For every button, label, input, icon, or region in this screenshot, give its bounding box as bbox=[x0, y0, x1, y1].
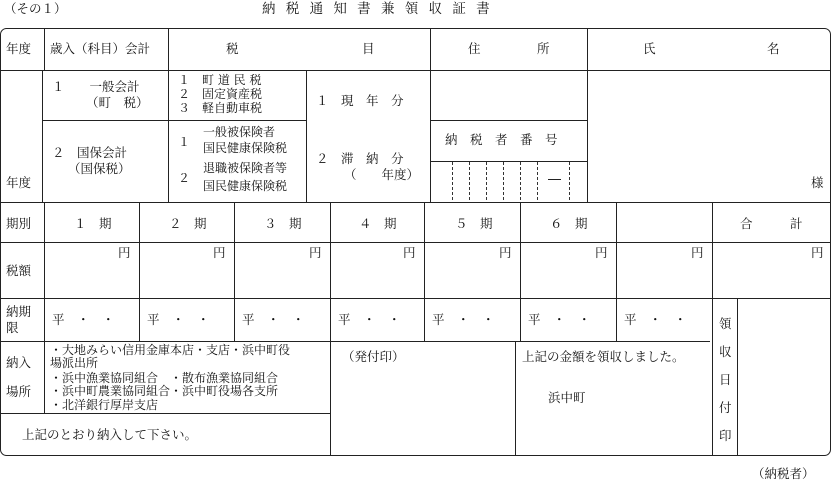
nhi-item-1-label: 一般被保険者 bbox=[203, 125, 276, 139]
due-date-1: 平 ・ ・ bbox=[52, 312, 115, 327]
delinquent: ２ 滞 納 分 bbox=[316, 151, 404, 166]
installment-label: 期別 bbox=[6, 216, 32, 231]
header-tax: 税 bbox=[226, 41, 239, 56]
period-2: ２ 期 bbox=[169, 216, 207, 231]
yen-unit-1: 円 bbox=[118, 245, 131, 260]
due-date-5: 平 ・ ・ bbox=[432, 312, 495, 327]
current-year: １ 現 年 分 bbox=[316, 93, 404, 108]
yen-unit-5: 円 bbox=[499, 245, 512, 260]
payment-place-4: ・浜中町農業協同組合・浜中町役場各支所 bbox=[50, 384, 279, 398]
due-date-2: 平 ・ ・ bbox=[147, 312, 210, 327]
header-name: 氏 bbox=[643, 41, 656, 56]
payment-label-2: 場所 bbox=[6, 384, 32, 399]
receipt-stamp-5: 印 bbox=[719, 428, 732, 443]
yen-unit-7: 円 bbox=[691, 245, 704, 260]
payment-instruction: 上記のとおり納入して下さい。 bbox=[22, 427, 198, 442]
due-date-7: 平 ・ ・ bbox=[624, 312, 687, 327]
receipt-stamp-1: 領 bbox=[719, 316, 732, 331]
received-text: 上記の金額を領収しました。 bbox=[522, 349, 685, 364]
issuer-stamp-label: （発付印） bbox=[342, 349, 405, 364]
yen-unit-2: 円 bbox=[213, 245, 226, 260]
payment-place-5: ・北洋銀行厚岸支店 bbox=[50, 398, 159, 412]
delinquent-year: （ 年度） bbox=[344, 167, 420, 182]
yen-unit-3: 円 bbox=[309, 245, 322, 260]
receipt-stamp-2: 収 bbox=[719, 344, 732, 359]
yen-unit-4: 円 bbox=[403, 245, 416, 260]
due-date-4: 平 ・ ・ bbox=[338, 312, 401, 327]
due-label-2: 限 bbox=[6, 320, 19, 335]
nhi-account: ２ 国保会計 bbox=[52, 145, 128, 160]
period-4: ４ 期 bbox=[359, 216, 397, 231]
payment-place-1: ・大地みらい信用金庫本店・支店・浜中町役 bbox=[50, 343, 291, 357]
receipt-stamp-3: 日 bbox=[719, 372, 732, 387]
period-3: ３ 期 bbox=[264, 216, 302, 231]
nhi-account-sub: （国保税） bbox=[68, 161, 131, 176]
due-label-1: 納期 bbox=[6, 304, 32, 319]
nhi-item-2-num: ２ bbox=[178, 171, 191, 185]
payment-place-2: 場派出所 bbox=[50, 356, 99, 370]
nhi-item-2-label: 退職被保険者等 bbox=[203, 161, 288, 175]
nhi-item-2-tax: 国民健康保険税 bbox=[203, 179, 288, 193]
due-date-3: 平 ・ ・ bbox=[242, 312, 305, 327]
body-year-label: 年度 bbox=[6, 175, 32, 190]
header-account: 歳入（科目）会計 bbox=[50, 41, 151, 56]
footer-label: （納税者） bbox=[752, 466, 815, 481]
tax-item-resident: １ 町 道 民 税 bbox=[178, 73, 262, 87]
payment-label-1: 納入 bbox=[6, 355, 32, 370]
honorific: 様 bbox=[811, 175, 824, 190]
due-date-6: 平 ・ ・ bbox=[528, 312, 591, 327]
header-year: 年度 bbox=[6, 41, 32, 56]
general-account: １ 一般会計 bbox=[52, 79, 140, 94]
form-title: 納 税 通 知 書 兼 領 収 証 書 bbox=[262, 1, 493, 17]
tax-item-property: ２ 固定資産税 bbox=[178, 87, 263, 101]
period-5: ５ 期 bbox=[455, 216, 493, 231]
period-1: １ 期 bbox=[74, 216, 112, 231]
taxpayer-number-label: 納 税 者 番 号 bbox=[445, 132, 558, 147]
tax-item-vehicle: ３ 軽自動車税 bbox=[178, 101, 263, 115]
header-address: 住 bbox=[468, 41, 481, 56]
corner-label: （その１） bbox=[4, 1, 67, 16]
nhi-item-1-num: １ bbox=[178, 135, 191, 149]
period-6: ６ 期 bbox=[550, 216, 588, 231]
amount-label: 税額 bbox=[6, 263, 32, 278]
header-address-2: 所 bbox=[537, 41, 550, 56]
receipt-stamp-4: 付 bbox=[719, 400, 732, 415]
total-label: 合 計 bbox=[740, 216, 803, 231]
general-account-sub: （町 税） bbox=[86, 95, 149, 110]
header-name-2: 名 bbox=[767, 41, 780, 56]
town-name: 浜中町 bbox=[548, 390, 586, 405]
payment-place-3: ・浜中漁業協同組合 ・散布漁業協同組合 bbox=[50, 371, 279, 385]
yen-unit-6: 円 bbox=[595, 245, 608, 260]
header-item: 目 bbox=[362, 41, 375, 56]
nhi-item-1-tax: 国民健康保険税 bbox=[203, 141, 288, 155]
yen-unit-total: 円 bbox=[811, 245, 824, 260]
